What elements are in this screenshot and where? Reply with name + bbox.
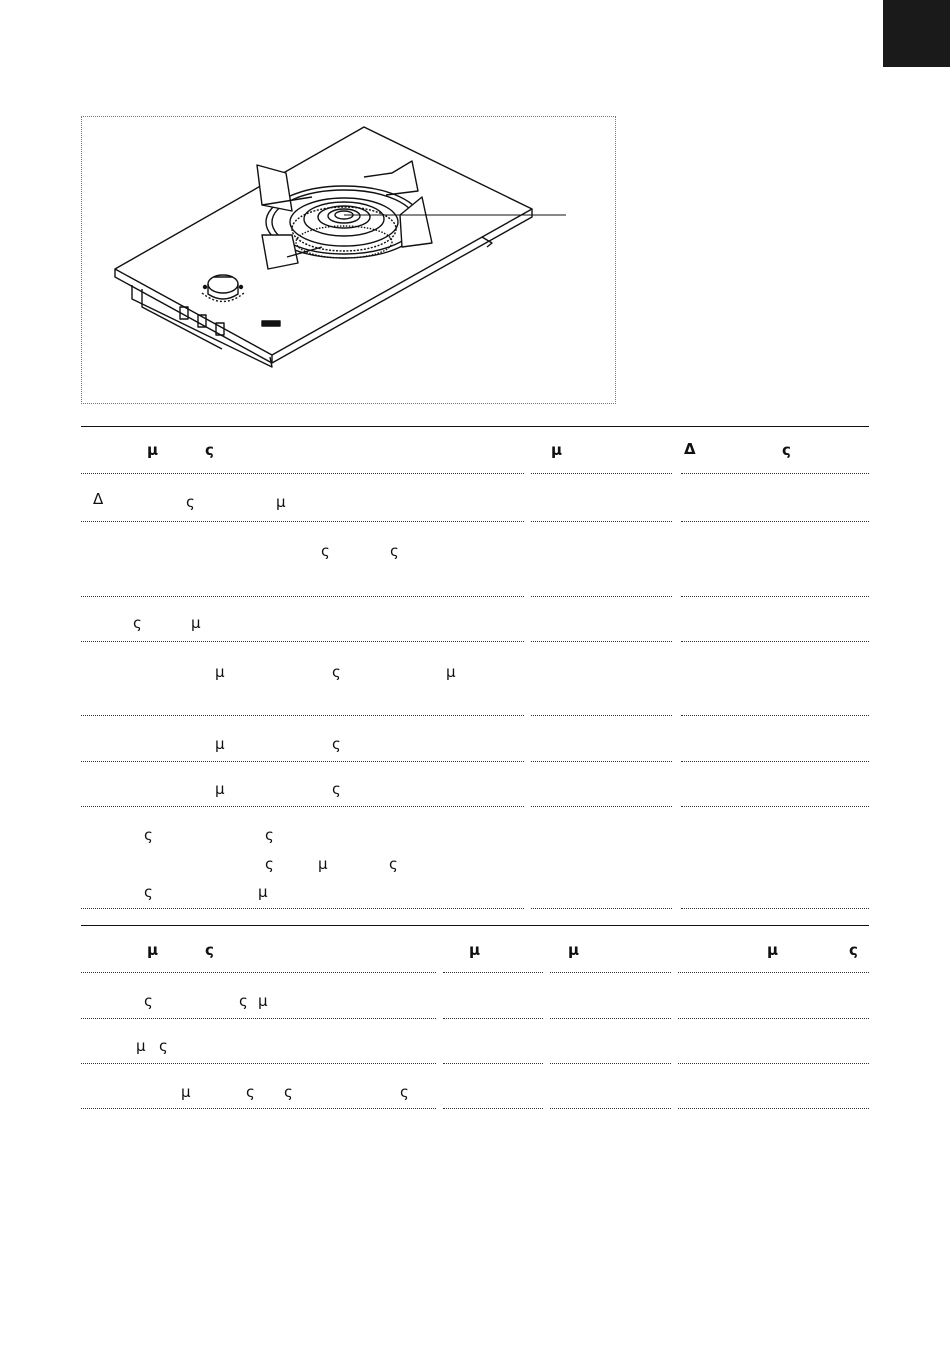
table1-cell: μ [215,735,225,753]
table1-cell: ς [144,883,153,901]
table1-cell: ς [389,855,398,873]
table1-cell: ς [390,542,399,560]
table1-header-2: ς [205,441,214,459]
table1-header-4: Δ [684,440,696,458]
table1-cell: μ [258,883,268,901]
table1-header-1: μ [147,441,159,459]
table1-cell: ς [332,735,341,753]
table2-top-rule [81,925,869,926]
table1-header-5: ς [782,441,791,459]
table2-cell: ς [159,1037,168,1055]
table2-header-6: ς [849,941,858,959]
table1-cell: Δ [93,490,104,508]
table1-cell: μ [276,493,286,511]
cooktop-figure [81,116,616,404]
table2-cell: ς [400,1083,409,1101]
table1-cell: ς [144,826,153,844]
table1-cell: ς [186,493,195,511]
table2-cell: ς [284,1083,293,1101]
table2-cell: ς [239,992,248,1010]
table1-top-rule [81,426,869,427]
table2-cell: μ [181,1083,191,1101]
table1-cell: μ [215,663,225,681]
table2-header-1: μ [147,941,159,959]
table1-cell: μ [191,614,201,632]
table2-cell: ς [246,1083,255,1101]
table1-cell: ς [332,780,341,798]
table1-cell: μ [215,780,225,798]
table1-cell: ς [265,855,274,873]
table2-cell: μ [136,1037,146,1055]
table1-header-3: μ [551,441,563,459]
table1-cell: ς [332,663,341,681]
section-tab [883,0,950,67]
table2-header-5: μ [767,941,779,959]
table1-cell: ς [265,826,274,844]
table2-cell: ς [144,992,153,1010]
table2-cell: μ [258,992,268,1010]
table1-cell: ς [321,542,330,560]
table2-header-2: ς [205,941,214,959]
table1-cell: μ [446,663,456,681]
table1-cell: μ [318,855,328,873]
table2-header-4: μ [568,941,580,959]
gas-hob-illustration [82,117,617,405]
table1-cell: ς [133,614,142,632]
table2-header-3: μ [469,941,481,959]
